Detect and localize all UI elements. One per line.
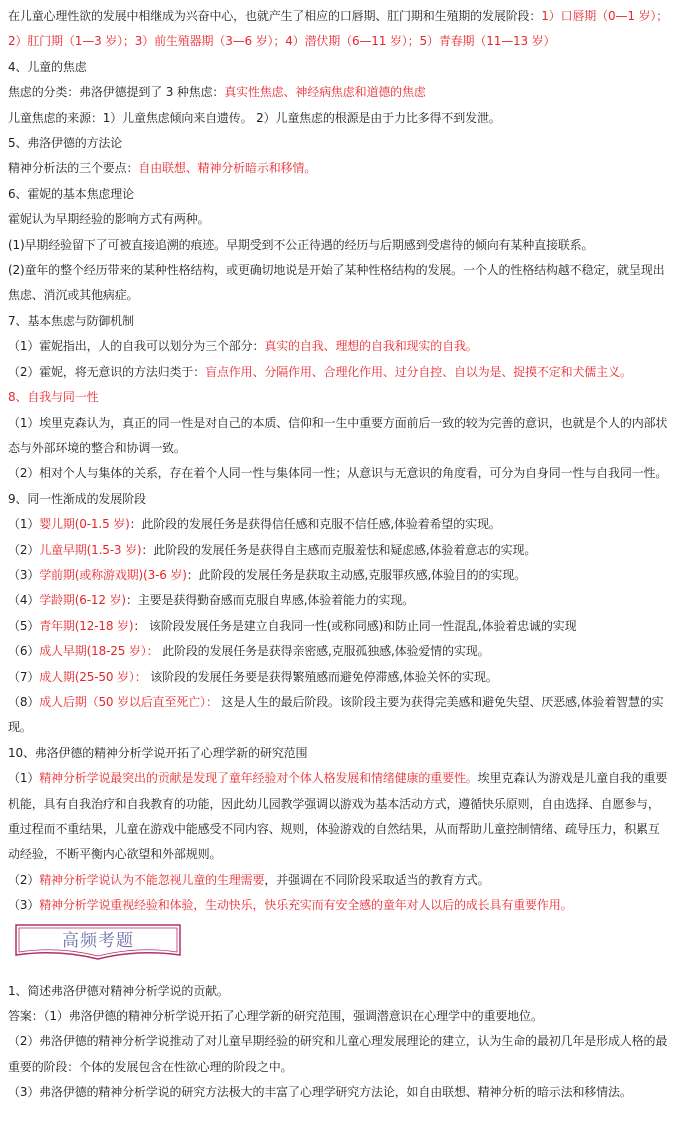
- list-item-stage-8: （8）成人后期（50 岁以后直至死亡）： 这是人生的最后阶段。该阶段主要为获得完美感和避免失望、厌恶感,体验着智慧的实: [8, 694, 664, 709]
- list-item-stage-1: （1）婴儿期(0-1.5 岁)：此阶段的发展任务是获得信任感和克服不信任感,体验着希望的实现。: [8, 517, 501, 532]
- list-item-stage-3: （3）学前期(或称游戏期)(3-6 岁)：此阶段的发展任务是获取主动感,克服罪疚感,体验目的的实现。: [8, 567, 526, 582]
- paragraph-contribution-3: （3）精神分析学说重视经验和体验，生动快乐，快乐充实而有安全感的童年对人以后的成长具有重要作用。: [8, 898, 573, 913]
- paragraph-early-experience-2: (2)童年的整个经历带来的某种性格结构，或更确切地说是开始了某种性格结构的发展。一个人的性格结构越不稳定，就呈现出: [8, 263, 665, 278]
- paragraph-contribution-1-cont-c: 动经验，不断平衡内心欲望和外部规则。: [8, 847, 222, 862]
- paragraph-identity-2: （2）相对个人与集体的关系，存在着个人同一性与集体同一性；从意识与无意识的角度看，可分为自身同一性与自我同一性。: [8, 466, 668, 481]
- heading-identity-stages: 9、同一性渐成的发展阶段: [8, 491, 146, 506]
- heading-freud-methodology: 5、弗洛伊德的方法论: [8, 136, 123, 151]
- answer-part-3: （3）弗洛伊德的精神分析学说的研究方法极大的丰富了心理学研究方法论，如自由联想、精神分析的暗示法和移情法。: [8, 1085, 632, 1100]
- paragraph-method-points: 精神分析法的三个要点：自由联想、精神分析暗示和移情。: [8, 161, 317, 176]
- paragraph-contribution-1-cont-a: 机能，具有自我治疗和自我教育的功能，因此幼儿园教学强调以游戏为基本活动方式，遵循快乐原则，自由选择、自愿参与，: [8, 796, 660, 811]
- heading-horney-theory: 6、霍妮的基本焦虑理论: [8, 186, 134, 201]
- heading-defense-mechanisms: 7、基本焦虑与防御机制: [8, 313, 134, 328]
- paragraph-contribution-2: （2）精神分析学说认为不能忽视儿童的生理需要，并强调在不同阶段采取适当的教育方式。: [8, 872, 490, 887]
- paragraph-early-experience-2-cont: 焦虑、消沉或其他病症。: [8, 288, 139, 303]
- paragraph-stages-list: 2）肛门期（1—3 岁）；3）前生殖器期（3—6 岁）；4）潜伏期（6—11 岁）；5）青春期（11—13 岁）: [8, 34, 556, 49]
- list-item-stage-7: （7）成人期(25-50 岁）： 该阶段的发展任务要是获得繁殖感而避免停滞感,体验关怀的实现。: [8, 669, 498, 684]
- answer-part-2: （2）弗洛伊德的精神分析学说推动了对儿童早期经验的研究和儿童心理发展理论的建立，认为生命的最初几年是形成人格的最: [8, 1034, 668, 1049]
- paragraph-stages-intro: 在儿童心理性欲的发展中相继成为兴奋中心，也就产生了相应的口唇期、肛门期和生殖期的发展阶段：1）口唇期（0—1 岁）；: [8, 9, 669, 23]
- question-1: 1、简述弗洛伊德对精神分析学说的贡献。: [8, 983, 229, 998]
- paragraph-contribution-1-cont-b: 重过程而不重结果，儿童在游戏中能感受不同内容、规则，体验游戏的自然结果，从而帮助儿童控制情绪、疏导压力，积累互: [8, 822, 660, 836]
- answer-part-2-cont: 重要的阶段：个体的发展包含在性欲心理的阶段之中。: [8, 1059, 293, 1074]
- high-frequency-questions-banner: [12, 921, 184, 967]
- paragraph-self-parts: （1）霍妮指出，人的自我可以划分为三个部分：真实的自我、理想的自我和现实的自我。: [8, 339, 478, 354]
- list-item-stage-5: （5）青年期(12-18 岁)： 该阶段发展任务是建立自我同一性(或称同感)和防止同一性混乱,体验着忠诚的实现: [8, 618, 577, 633]
- list-item-stage-8-cont: 现。: [8, 720, 32, 735]
- answer-part-1: 答案：（1）弗洛伊德的精神分析学说开拓了心理学新的研究范围，强调潜意识在心理学中的重要地位。: [8, 1009, 543, 1024]
- banner-title: 高频考题: [62, 930, 134, 951]
- list-item-stage-6: （6）成人早期(18-25 岁）： 此阶段的发展任务是获得亲密感,克服孤独感,体验爱情的实现。: [8, 644, 490, 659]
- heading-child-anxiety: 4、儿童的焦虑: [8, 59, 87, 74]
- paragraph-identity-1: （1）埃里克森认为，真正的同一性是对自己的本质、信仰和一生中重要方面前后一致的较为完善的意识，也就是个人的内部状: [8, 415, 668, 430]
- paragraph-identity-1-cont: 态与外部环境的整合和协调一致。: [8, 440, 186, 455]
- heading-self-identity: 8、自我与同一性: [8, 390, 99, 405]
- paragraph-early-experience-1: (1)早期经验留下了可被直接追溯的痕迹。早期受到不公正待遇的经历与后期感到受虐待的倾向有某种直接联系。: [8, 237, 594, 252]
- paragraph-contribution-1: （1）精神分析学说最突出的贡献是发现了童年经验对个体人格发展和情绪健康的重要性。埃里克森认为游戏是儿童自我的重要: [8, 771, 668, 786]
- paragraph-unconscious-methods: （2）霍妮，将无意识的方法归类于：盲点作用、分隔作用、合理化作用、过分自控、自以为是、捉摸不定和犬儒主义。: [8, 364, 632, 379]
- document-page: [8, 4, 684, 1106]
- list-item-stage-4: （4）学龄期(6-12 岁)：主要是获得勤奋感而克服自卑感,体验着能力的实现。: [8, 593, 415, 608]
- list-item-stage-2: （2）儿童早期(1.5-3 岁)：此阶段的发展任务是获得自主感而克服羞怯和疑虑感,体验着意志的实现。: [8, 542, 537, 557]
- paragraph-horney-intro: 霍妮认为早期经验的影响方式有两种。: [8, 212, 210, 227]
- heading-freud-contribution: 10、弗洛伊德的精神分析学说开拓了心理学新的研究范围: [8, 745, 308, 760]
- paragraph-anxiety-types: 焦虑的分类：弗洛伊德提到了 3 种焦虑：真实性焦虑、神经病焦虑和道德的焦虑: [8, 85, 426, 100]
- paragraph-anxiety-source: 儿童焦虑的来源：1）儿童焦虑倾向来自遗传。 2）儿童焦虑的根源是由于力比多得不到发泄。: [8, 110, 501, 125]
